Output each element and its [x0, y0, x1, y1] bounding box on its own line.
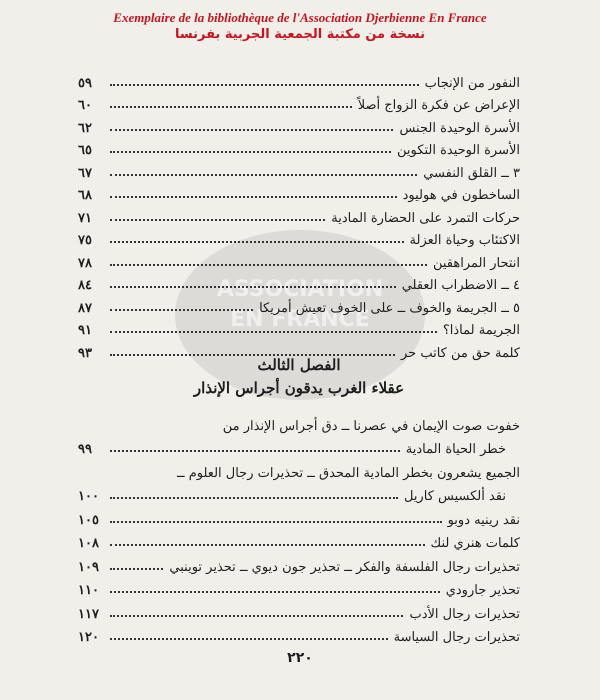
toc-row	[78, 316, 520, 339]
leader-dots	[110, 544, 425, 546]
leader-dots	[110, 450, 400, 452]
toc-row	[78, 504, 520, 528]
toc-title: ٤ ــ الاضطراب العقلي	[401, 278, 520, 293]
toc-row	[78, 248, 520, 271]
toc-page: ٦٠	[78, 98, 92, 113]
toc-page: ٧١	[78, 210, 92, 226]
toc-row	[78, 68, 520, 91]
leader-dots	[110, 331, 437, 333]
toc-row	[78, 598, 520, 622]
leader-dots	[110, 219, 325, 221]
toc-page: ٨٧	[78, 300, 92, 316]
leader-dots	[110, 106, 352, 108]
toc-page: ١٠٥	[78, 512, 99, 528]
page-number: ٢٢٠	[287, 650, 313, 666]
toc-page: ١١٧	[78, 606, 99, 622]
toc-title: كلمة حق من كاتب حر	[401, 345, 520, 361]
leader-dots	[110, 591, 440, 593]
leader-dots	[110, 286, 396, 288]
toc-title: خطر الحياة المادية	[405, 442, 506, 457]
toc-title: تحذير جارودي	[445, 583, 520, 598]
header-arabic: نسخة من مكتبة الجمعية الجربية بفرنسا	[175, 27, 425, 42]
chapter-heading	[78, 354, 520, 400]
toc-title: نقد ألكسيس كاريل	[403, 489, 506, 504]
leader-dots	[110, 309, 253, 311]
toc-page: ٩٣	[78, 345, 92, 361]
toc-title-line: الجميع يشعرون بخطر المادية المحدق ــ تحذيرات رجال العلوم ــ	[176, 465, 520, 481]
toc-page: ٧٨	[78, 255, 92, 271]
toc-page: ٦٥	[78, 143, 92, 158]
chapter-title: عقلاء الغرب يدقون أجراس الإنذار	[193, 379, 405, 397]
toc-page: ٧٥	[78, 233, 92, 248]
header-french: Exemplaire de la bibliothèque de l'Association Djerbienne En France	[113, 10, 487, 25]
toc-page: ١٢٠	[78, 630, 99, 645]
toc-page: ١١٠	[78, 583, 99, 598]
toc-row	[78, 271, 520, 294]
toc-title: نقد رينيه دوبو	[447, 512, 520, 528]
toc-bottom	[78, 410, 520, 645]
toc-title: ٥ ــ الجريمة والخوف ــ على الخوف تعيش أمريكا	[259, 300, 520, 316]
toc-row	[78, 181, 520, 204]
toc-row	[78, 158, 520, 181]
toc-page: ٦٢	[78, 120, 92, 136]
toc-title: حركات التمرد على الحضارة المادية	[331, 210, 520, 226]
library-header	[0, 10, 600, 43]
toc-row	[78, 91, 520, 114]
leader-dots	[110, 174, 417, 176]
toc-row	[78, 551, 520, 575]
toc-row	[78, 293, 520, 316]
toc-title: الأسرة الوحيدة الجنس	[399, 120, 520, 136]
toc-page: ١٠٩	[78, 559, 99, 575]
toc-title: الإعراض عن فكرة الزواج أصلاً	[357, 98, 520, 113]
toc-title: تحذيرات رجال السياسة	[393, 630, 520, 645]
leader-dots	[110, 615, 403, 617]
toc-title: الأسرة الوحيدة التكوين	[397, 143, 520, 158]
toc-title: النفور من الإنجاب	[424, 75, 520, 91]
toc-title: الاكتئاب وحياة العزلة	[409, 233, 520, 248]
toc-title: الساخطون في هوليود	[402, 188, 520, 203]
watermark-line-1: ASSOCIATION	[216, 277, 384, 302]
leader-dots	[110, 497, 398, 499]
leader-dots	[110, 241, 404, 243]
toc-page: ٦٨	[78, 188, 92, 203]
toc-page: ١٠٨	[78, 536, 99, 551]
toc-row	[78, 113, 520, 136]
toc-title: انتحار المراهقين	[432, 255, 520, 271]
toc-title: ٣ ــ القلق النفسي	[423, 165, 520, 181]
toc-row	[78, 622, 520, 646]
toc-row	[78, 528, 520, 552]
leader-dots	[110, 84, 419, 86]
leader-dots	[110, 129, 393, 131]
watermark-line-2: EN FRANCE	[230, 307, 370, 332]
toc-row	[78, 203, 520, 226]
toc-row	[78, 481, 520, 505]
toc-row	[78, 575, 520, 599]
toc-title-line: خفوت صوت الإيمان في عصرنا ــ دق أجراس الإنذار من	[222, 418, 520, 434]
leader-dots	[110, 151, 391, 153]
leader-dots	[110, 196, 397, 198]
toc-page: ٥٩	[78, 75, 92, 91]
chapter-number: الفصل الثالث	[257, 356, 341, 374]
leader-dots	[110, 521, 442, 523]
toc-title: تحذيرات رجال الفلسفة والفكر ــ تحذير جون ديوي ــ تحذير توينبي	[169, 559, 520, 575]
toc-page: ٩٩	[78, 442, 92, 457]
toc-title: كلمات هنري لنك	[430, 536, 520, 551]
toc-title: الجريمة لماذا؟	[442, 323, 520, 338]
leader-dots	[110, 568, 163, 570]
toc-top	[78, 68, 520, 361]
toc-row	[78, 136, 520, 159]
leader-dots	[110, 264, 427, 266]
toc-page: ١٠٠	[78, 489, 99, 504]
toc-row	[78, 226, 520, 249]
toc-title: تحذيرات رجال الأدب	[409, 606, 520, 622]
toc-page: ٨٤	[78, 278, 92, 293]
toc-page: ٦٧	[78, 165, 92, 181]
toc-row	[78, 434, 520, 458]
toc-page: ٩١	[78, 323, 92, 338]
leader-dots	[110, 638, 388, 640]
